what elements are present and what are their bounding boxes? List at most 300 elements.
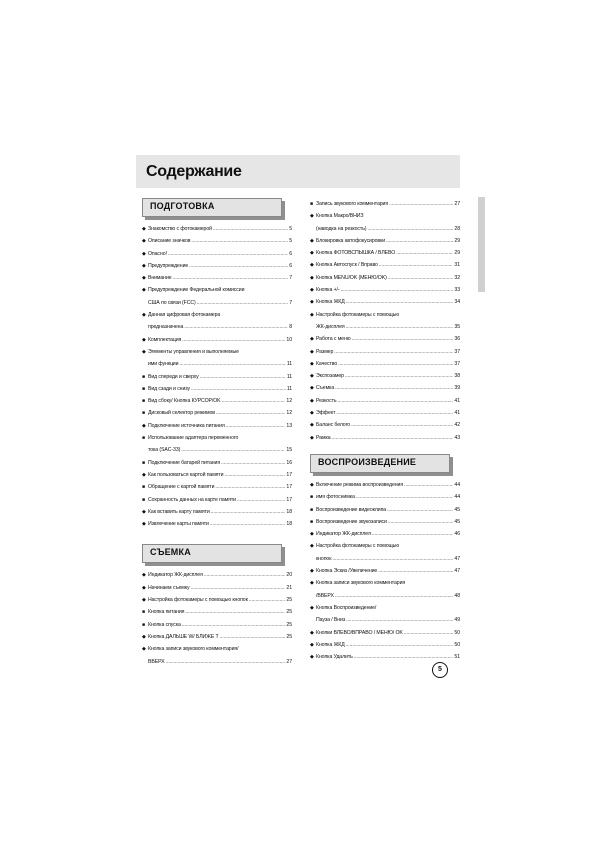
bullet-icon: ■ [142, 410, 145, 417]
toc-entry[interactable] [142, 594, 292, 606]
toc-entry[interactable] [310, 321, 460, 333]
toc-entry-page: 7 [289, 299, 292, 306]
toc-entry-page: 32 [454, 274, 460, 281]
dot-leader [356, 491, 454, 503]
toc-entry-label: Предупреждение Федеральной комиссии [148, 287, 245, 294]
toc-entry-label: Вид спереди и сверху [148, 373, 199, 380]
dot-leader [210, 518, 286, 530]
toc-entry[interactable] [310, 540, 460, 552]
bullet-icon: ◆ [142, 646, 146, 653]
bullet-icon: ■ [142, 398, 145, 405]
toc-entry[interactable] [142, 444, 292, 456]
toc-entry-label: Кнопка записи звукового комментария [316, 580, 406, 587]
toc-entry[interactable] [142, 321, 292, 333]
toc-entry[interactable] [310, 577, 460, 589]
toc-entry-page: 35 [454, 323, 460, 330]
dot-leader [173, 272, 289, 284]
toc-entry-page: 13 [286, 422, 292, 429]
toc-entry-page: 27 [454, 201, 460, 207]
bullet-icon: ◆ [310, 434, 314, 441]
toc-entry[interactable] [310, 407, 460, 419]
bullet-icon: ◆ [142, 226, 146, 232]
toc-entry-label: Кнопка питания [148, 609, 185, 616]
bullet-icon: ◆ [142, 312, 146, 319]
dot-leader [190, 582, 285, 594]
toc-entry[interactable] [142, 457, 292, 469]
toc-entry[interactable] [310, 284, 460, 296]
toc-entry-label: Кнопка Воспроизведение/ [316, 604, 377, 611]
dot-leader [249, 594, 286, 606]
dot-leader [386, 235, 453, 247]
toc-entry-page: 37 [454, 360, 460, 367]
dot-leader [182, 334, 285, 346]
toc-entry[interactable] [142, 643, 292, 655]
toc-entry-label: Комплектация [148, 336, 182, 343]
bullet-icon: ◆ [310, 274, 314, 281]
toc-entry[interactable] [142, 272, 292, 284]
toc-entry-page: 36 [454, 336, 460, 343]
bullet-icon: ◆ [310, 481, 314, 488]
bullet-icon: ■ [142, 621, 145, 628]
dot-leader [404, 479, 453, 491]
toc-entry-page: 44 [454, 481, 460, 488]
toc-entry-page: 11 [286, 385, 292, 392]
toc-entry[interactable] [310, 247, 460, 259]
dot-leader [213, 223, 288, 235]
dot-leader [204, 569, 286, 581]
toc-entry-page: 8 [289, 324, 292, 331]
toc-entry-label: ЖК-дисплея [316, 323, 345, 330]
toc-entry-label: ими функции [148, 361, 179, 368]
dot-leader [237, 494, 286, 506]
toc-entry-page: 48 [454, 592, 460, 599]
dot-leader [332, 553, 453, 565]
bullet-icon: ■ [310, 494, 313, 501]
toc-entry-label: Обращение с картой памяти [148, 484, 215, 491]
toc-entry-page: 38 [454, 373, 460, 380]
toc-entry-page: 41 [454, 410, 460, 417]
toc-entry-label: Включение режима воспроизведения [316, 481, 404, 488]
toc-entry[interactable] [310, 491, 460, 503]
toc-entry[interactable] [142, 569, 292, 581]
toc-entry[interactable] [310, 639, 460, 651]
dot-leader [179, 358, 285, 370]
toc-entry[interactable] [142, 481, 292, 493]
dot-leader [378, 565, 453, 577]
dot-leader [338, 358, 453, 370]
toc-entry-label: Кнопка Автоспуск / Вправо [316, 262, 378, 269]
dot-leader [335, 590, 454, 602]
toc-entry-page: 42 [454, 422, 460, 429]
toc-entry-label: США по связи (FCC) [148, 299, 196, 306]
toc-entry-label: предназначена [148, 324, 184, 331]
toc-entry[interactable] [142, 619, 292, 631]
toc-entry[interactable] [310, 382, 460, 394]
toc-entry-label: Знакомство с фотокамерой [148, 226, 212, 232]
bullet-icon: ■ [142, 385, 145, 392]
toc-entry-page: 12 [286, 398, 292, 405]
toc-entry[interactable] [310, 333, 460, 345]
toc-entry-page: 6 [289, 250, 292, 257]
toc-entry-label: Индикатор ЖК-дисплея [316, 531, 371, 538]
toc-entry-label: Пауза / Вниз [316, 617, 346, 624]
dot-leader [387, 504, 453, 516]
dot-leader [334, 346, 453, 358]
toc-entry[interactable] [142, 432, 292, 444]
toc-entry-page: 25 [286, 609, 292, 616]
toc-entry-label: Дисковый селектор режимов [148, 410, 215, 417]
section-header-preparation: ПОДГОТОВКА [142, 198, 282, 217]
toc-entry-page: 20 [286, 572, 292, 579]
toc-entry-page: 51 [454, 654, 460, 661]
dot-leader [388, 272, 454, 284]
toc-entry-label: кнопок [316, 555, 332, 562]
dot-leader [346, 321, 454, 333]
bullet-icon: ◆ [310, 250, 314, 257]
bullet-icon: ◆ [310, 641, 314, 648]
toc-entry-page: 45 [454, 518, 460, 525]
toc-entry[interactable] [310, 223, 460, 235]
toc-entry[interactable] [310, 296, 460, 308]
toc-entry[interactable] [142, 371, 292, 383]
toc-entry[interactable] [310, 528, 460, 540]
toc-entry-page: 17 [286, 484, 292, 491]
toc-entry[interactable] [142, 494, 292, 506]
section-header-shooting: СЪЕМКА [142, 544, 282, 563]
toc-entry-page: 39 [454, 385, 460, 392]
bullet-icon: ◆ [142, 262, 146, 269]
toc-list-playback [310, 479, 460, 663]
bullet-icon: ◆ [142, 597, 146, 604]
dot-leader [404, 627, 454, 639]
bullet-icon: ■ [142, 373, 145, 380]
toc-entry-label: Кнопки ВЛЕВО/ВПРАВО / МЕНЮ/ OK [316, 629, 403, 636]
toc-entry-label: Баланс белого [316, 422, 351, 429]
dot-leader [351, 419, 453, 431]
dot-leader [189, 260, 288, 272]
bullet-icon: ■ [142, 609, 145, 616]
dot-leader [166, 656, 286, 668]
dot-leader [346, 296, 454, 308]
bullet-icon: ◆ [310, 262, 314, 269]
toc-entry[interactable] [310, 516, 460, 528]
dot-leader [181, 444, 285, 456]
section-header-playback: ВОСПРОИЗВЕДЕНИЕ [310, 454, 450, 473]
bullet-icon: ■ [142, 459, 145, 466]
side-chapter-tab [478, 197, 485, 292]
toc-entry[interactable] [310, 590, 460, 602]
dot-leader [341, 284, 454, 296]
toc-entry[interactable] [142, 469, 292, 481]
toc-entry-page: 5 [289, 238, 292, 245]
toc-entry-label: Как вставить карту памяти [148, 508, 210, 515]
toc-entry-label: Подключение источника питания [148, 422, 225, 429]
toc-entry-label: Настройка фотокамеры с помощью [316, 311, 400, 318]
bullet-icon: ◆ [310, 348, 314, 355]
toc-entry-page: 15 [286, 447, 292, 454]
dot-leader [337, 395, 453, 407]
bullet-icon: ◆ [310, 604, 314, 611]
toc-entry[interactable] [142, 518, 292, 530]
toc-entry-page: 28 [454, 225, 460, 232]
dot-leader [346, 614, 453, 626]
page-title: Содержание [146, 163, 242, 180]
toc-entry-label: Кнопка спуска [148, 621, 181, 628]
dot-leader [379, 259, 454, 271]
bullet-icon: ◆ [310, 237, 314, 244]
toc-entry-page: 18 [286, 508, 292, 515]
toc-entry-label: Как пользоваться картой памяти [148, 471, 224, 478]
toc-entry-label: Запись звукового комментария [316, 201, 389, 207]
bullet-icon: ◆ [142, 275, 146, 282]
toc-entry-label: Размер [316, 348, 334, 355]
toc-entry[interactable] [142, 346, 292, 358]
dot-leader [388, 516, 454, 528]
toc-entry-page: 31 [454, 262, 460, 269]
toc-entry-label: Начинаем съемку [148, 584, 190, 591]
bullet-icon: ◆ [142, 471, 146, 478]
toc-entry-page: 43 [454, 434, 460, 441]
toc-entry-page: 37 [454, 348, 460, 355]
bullet-icon: ◆ [142, 287, 146, 294]
right-column [310, 198, 460, 663]
toc-entry-label: Кнопка Эскиз /Увеличение [316, 568, 378, 575]
bullet-icon: ◆ [310, 213, 314, 220]
toc-entry[interactable] [310, 309, 460, 321]
toc-list-shooting-cont [310, 198, 460, 444]
toc-entry[interactable] [142, 297, 292, 309]
toc-entry[interactable] [310, 419, 460, 431]
toc-entry-page: 29 [454, 250, 460, 257]
dot-leader [352, 333, 454, 345]
toc-entry-label: Качество [316, 360, 338, 367]
toc-entry-label: Настройка фотокамеры с помощью [316, 543, 400, 550]
bullet-icon: ◆ [310, 580, 314, 587]
toc-entry[interactable] [142, 309, 292, 321]
toc-entry-page: 27 [286, 658, 292, 665]
dot-leader [200, 371, 286, 383]
bullet-icon: ■ [310, 506, 313, 513]
toc-entry[interactable] [142, 248, 292, 260]
toc-entry-page: 41 [454, 397, 460, 404]
toc-entry[interactable] [310, 370, 460, 382]
dot-leader [215, 481, 285, 493]
toc-entry-page: 10 [286, 336, 292, 343]
toc-entry-page: 50 [454, 641, 460, 648]
toc-entry-label: Настройка фотокамеры с помощью кнопок [148, 597, 248, 604]
bullet-icon: ◆ [310, 336, 314, 343]
dot-leader [184, 321, 288, 333]
toc-entry-page: 29 [454, 237, 460, 244]
toc-entry[interactable] [142, 407, 292, 419]
toc-entry[interactable] [142, 334, 292, 346]
bullet-icon: ◆ [310, 531, 314, 538]
toc-entry-page: 25 [286, 597, 292, 604]
dot-leader [191, 383, 286, 395]
toc-entry-page: 50 [454, 629, 460, 636]
toc-entry[interactable] [310, 602, 460, 614]
bullet-icon: ◆ [310, 311, 314, 318]
bullet-icon: ◆ [142, 508, 146, 515]
toc-entry-page: 45 [454, 506, 460, 513]
toc-entry-page: 33 [454, 287, 460, 294]
bullet-icon: ◆ [142, 422, 146, 429]
toc-entry-label: Использование адаптера переменного [148, 435, 239, 442]
toc-entry-label: Рамка [316, 434, 331, 441]
toc-entry[interactable] [142, 606, 292, 618]
toc-entry-page: 7 [289, 275, 292, 282]
toc-entry[interactable] [142, 260, 292, 272]
bullet-icon: ◆ [310, 385, 314, 392]
toc-entry[interactable] [310, 235, 460, 247]
toc-entry-page: 11 [286, 373, 292, 380]
bullet-icon: ◆ [142, 238, 146, 245]
toc-entry-page: 11 [286, 361, 292, 368]
bullet-icon: ■ [310, 201, 313, 207]
toc-entry[interactable] [310, 198, 460, 210]
toc-entry[interactable] [310, 627, 460, 639]
toc-entry-label: Кнопка Макро/ВНИЗ [316, 213, 364, 220]
bullet-icon: ◆ [310, 422, 314, 429]
toc-entry-label: Опасно! [148, 250, 167, 257]
bullet-icon: ◆ [310, 410, 314, 417]
toc-entry-label: Предупреждение [148, 262, 189, 269]
bullet-icon: ◆ [142, 348, 146, 355]
toc-entry[interactable] [142, 284, 292, 296]
bullet-icon: ◆ [142, 633, 146, 640]
toc-entry-label: Блокировка автофокусировки [316, 237, 386, 244]
toc-entry-page: 34 [454, 299, 460, 306]
toc-entry-label: Вид сбоку/ Кнопка КУРСОР/OK [148, 398, 221, 405]
toc-entry[interactable] [142, 506, 292, 518]
toc-entry[interactable] [310, 272, 460, 284]
toc-entry[interactable] [310, 553, 460, 565]
bullet-icon: ◆ [142, 250, 146, 257]
bullet-icon: ◆ [310, 373, 314, 380]
toc-entry[interactable] [142, 656, 292, 668]
dot-leader [197, 297, 289, 309]
dot-leader [226, 420, 286, 432]
toc-entry-label: Кнопка ЖКД [316, 641, 345, 648]
toc-entry[interactable] [310, 479, 460, 491]
bullet-icon: ■ [142, 496, 145, 503]
toc-entry-label: Элементы управления и выполняемые [148, 348, 239, 355]
bullet-icon: ■ [142, 435, 145, 442]
toc-entry-label: Эффект [316, 410, 336, 417]
toc-entry[interactable] [310, 210, 460, 222]
toc-entry[interactable] [142, 358, 292, 370]
dot-leader [336, 407, 453, 419]
toc-entry-label: /ВВЕРХ [316, 592, 334, 599]
toc-entry-label: имя фотоснимка [316, 494, 355, 501]
toc-entry-page: 49 [454, 617, 460, 624]
toc-entry-label: (наводка на резкость) [316, 225, 367, 232]
toc-entry-label: Съемка [316, 385, 335, 392]
toc-entry[interactable] [142, 395, 292, 407]
toc-entry[interactable] [142, 235, 292, 247]
dot-leader [332, 432, 454, 444]
bullet-icon: ◆ [310, 360, 314, 367]
toc-entry[interactable] [310, 565, 460, 577]
dot-leader [185, 606, 285, 618]
bullet-icon: ◆ [142, 521, 146, 528]
dot-leader [346, 639, 454, 651]
page-number: 5 [432, 662, 448, 678]
bullet-icon: ◆ [310, 287, 314, 294]
toc-entry-page: 44 [454, 494, 460, 501]
toc-entry-page: 17 [286, 496, 292, 503]
toc-entry-label: Внимание [148, 275, 172, 282]
toc-entry[interactable] [142, 383, 292, 395]
toc-entry-label: Воспроизведение видеоклипа [316, 506, 387, 513]
toc-entry-label: Кнопка ЖКД [316, 299, 345, 306]
toc-entry[interactable] [310, 614, 460, 626]
toc-entry-label: Работа с меню [316, 336, 351, 343]
bullet-icon: ◆ [310, 629, 314, 636]
dot-leader [221, 457, 285, 469]
bullet-icon: ◆ [310, 654, 314, 661]
toc-entry[interactable] [142, 223, 292, 235]
toc-entry-label: Кнопка +/- [316, 287, 340, 294]
dot-leader [367, 223, 453, 235]
toc-entry-label: Индикатор ЖК-дисплея [148, 572, 203, 579]
left-column [142, 198, 292, 668]
dot-leader [224, 469, 285, 481]
dot-leader [389, 198, 453, 210]
bullet-icon: ◆ [142, 336, 146, 343]
dot-leader [211, 506, 286, 518]
toc-entry-page: 47 [454, 555, 460, 562]
toc-entry-page: 25 [286, 621, 292, 628]
toc-entry[interactable] [142, 631, 292, 643]
toc-entry-label: Подключение батарей питания [148, 459, 221, 466]
toc-entry-page: 6 [289, 262, 292, 269]
toc-entry-label: Кнопка записи звукового комментария/ [148, 646, 239, 653]
toc-list-shooting [142, 569, 292, 667]
toc-entry[interactable] [310, 346, 460, 358]
toc-entry-page: 12 [286, 410, 292, 417]
toc-entry-label: Извлечение карты памяти [148, 521, 209, 528]
toc-entry-label: тока (SAC-33) [148, 447, 181, 454]
toc-entry-page: 16 [286, 459, 292, 466]
toc-entry-label: Описание значков [148, 238, 191, 245]
bullet-icon: ■ [310, 518, 313, 525]
bullet-icon: ◆ [310, 568, 314, 575]
toc-entry-page: 25 [286, 633, 292, 640]
toc-entry-page: 5 [289, 226, 292, 232]
dot-leader [182, 619, 286, 631]
toc-entry[interactable] [310, 504, 460, 516]
dot-leader [216, 407, 286, 419]
toc-entry[interactable] [310, 259, 460, 271]
bullet-icon: ◆ [310, 543, 314, 550]
toc-entry-label: Сохранность данных на карте памяти [148, 496, 236, 503]
toc-entry[interactable] [142, 582, 292, 594]
toc-entry[interactable] [142, 420, 292, 432]
toc-entry[interactable] [310, 432, 460, 444]
bullet-icon: ◆ [310, 397, 314, 404]
toc-entry-label: Воспроизведение звукозаписи [316, 518, 387, 525]
toc-entry-page: 18 [286, 521, 292, 528]
dot-leader [191, 235, 288, 247]
bullet-icon: ■ [142, 484, 145, 491]
toc-entry[interactable] [310, 395, 460, 407]
toc-entry[interactable] [310, 358, 460, 370]
toc-entry-label: Экспозамер [316, 373, 344, 380]
dot-leader [220, 631, 286, 643]
bullet-icon: ◆ [142, 584, 146, 591]
toc-entry-label: Кнопка ФОТОВСПЫШКА / ВЛЕВО [316, 250, 396, 257]
